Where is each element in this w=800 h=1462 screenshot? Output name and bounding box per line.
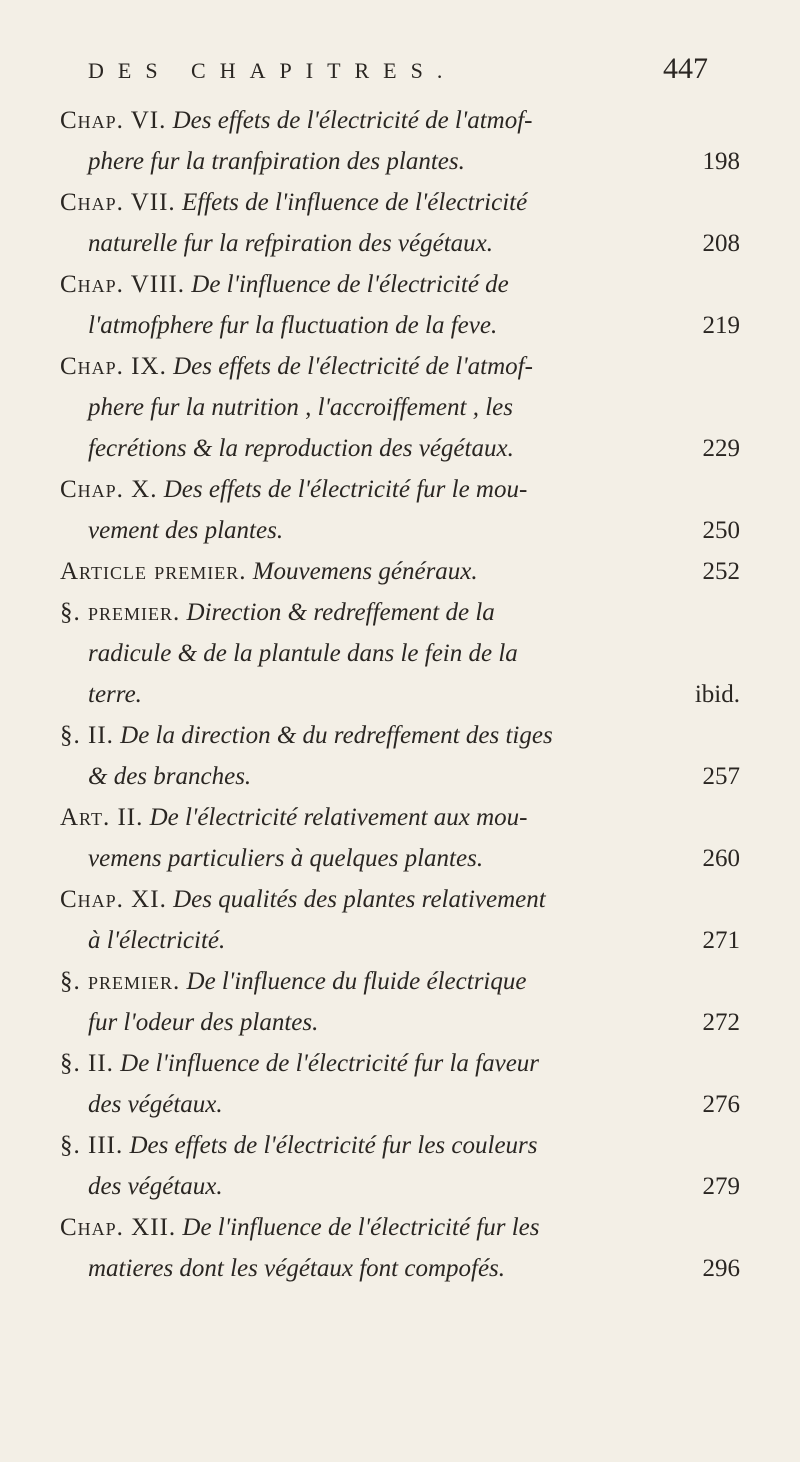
toc-line: [60, 1166, 740, 1207]
toc-entry-title: fecrétions & la reproduction des végétaux.: [88, 435, 514, 462]
toc-entry: [60, 961, 740, 1043]
toc-entry-title: des végétaux.: [88, 1173, 223, 1200]
toc-entry-label: Chap. IX.: [60, 353, 167, 380]
toc-entry-page: 198: [702, 148, 740, 175]
toc-entry-title: De l'électricité relativement aux mou-: [149, 804, 528, 831]
toc-line: [60, 797, 740, 838]
toc-entry-page: 260: [702, 845, 740, 872]
toc-line: [60, 838, 740, 879]
toc-line: [60, 428, 740, 469]
toc-line: [60, 674, 740, 715]
toc-entry-label: Article premier.: [60, 558, 247, 585]
toc-entry: [60, 592, 740, 715]
toc-entry-title: Des effets de l'électricité fur les couleurs: [129, 1132, 538, 1159]
toc-entry-title: Des effets de l'électricité de l'atmof-: [172, 107, 533, 134]
toc-entry-title: phere fur la nutrition , l'accroiffement , les: [88, 394, 513, 421]
toc-line: [60, 715, 740, 756]
toc-line: [60, 223, 740, 264]
toc-entry-title: & des branches.: [88, 763, 252, 790]
toc-entry-page: 208: [702, 230, 740, 257]
toc-entry-page: 257: [702, 763, 740, 790]
toc-entry-page: 229: [702, 435, 740, 462]
toc-entry-title: De la direction & du redreffement des tiges: [120, 722, 553, 749]
table-of-contents: [60, 100, 740, 1289]
page-number: 447: [663, 52, 708, 85]
toc-entry-label: Chap. X.: [60, 476, 158, 503]
toc-line: [60, 961, 740, 1002]
toc-entry: [60, 797, 740, 879]
toc-entry: [60, 1043, 740, 1125]
toc-entry-label: Chap. XI.: [60, 886, 167, 913]
toc-entry-title: l'atmofphere fur la fluctuation de la feve.: [88, 312, 498, 339]
toc-entry-title: Effets de l'influence de l'électricité: [181, 189, 528, 216]
toc-entry-label: §. II.: [60, 722, 114, 749]
toc-line: [60, 1084, 740, 1125]
toc-entry-title: Des effets de l'électricité fur le mou-: [163, 476, 528, 503]
toc-entry: [60, 100, 740, 182]
toc-entry-title: des végétaux.: [88, 1091, 223, 1118]
toc-entry-page: 279: [702, 1173, 740, 1200]
toc-line: [60, 1207, 740, 1248]
toc-line: [60, 756, 740, 797]
toc-entry-label: Chap. XII.: [60, 1214, 177, 1241]
toc-entry-page: 272: [702, 1009, 740, 1036]
toc-entry-title: naturelle fur la refpiration des végétaux.: [88, 230, 494, 257]
toc-line: [60, 920, 740, 961]
toc-entry-label: Chap. VI.: [60, 107, 167, 134]
toc-entry-label: §. III.: [60, 1132, 124, 1159]
toc-entry-page: 276: [702, 1091, 740, 1118]
toc-entry-title: Mouvemens généraux.: [252, 558, 478, 585]
toc-line: [60, 141, 740, 182]
toc-entry-title: De l'influence de l'électricité de: [191, 271, 509, 298]
toc-line: [60, 592, 740, 633]
toc-entry-title: radicule & de la plantule dans le fein de la: [88, 640, 518, 667]
toc-entry-title: Direction & redreffement de la: [186, 599, 495, 626]
toc-entry-label: Art. II.: [60, 804, 144, 831]
toc-entry-title: De l'influence du fluide électrique: [186, 968, 527, 995]
toc-entry: [60, 182, 740, 264]
toc-entry: [60, 264, 740, 346]
toc-line: [60, 1002, 740, 1043]
toc-entry-title: à l'électricité.: [88, 927, 226, 954]
toc-entry-title: fur l'odeur des plantes.: [88, 1009, 319, 1036]
page-header: [88, 52, 708, 92]
toc-line: [60, 551, 740, 592]
toc-entry-title: vement des plantes.: [88, 517, 284, 544]
toc-line: [60, 100, 740, 141]
toc-entry-title: De l'influence de l'électricité fur les: [182, 1214, 540, 1241]
toc-entry-title: De l'influence de l'électricité fur la faveur: [120, 1050, 540, 1077]
toc-entry: [60, 879, 740, 961]
toc-entry-title: Des effets de l'électricité de l'atmof-: [173, 353, 533, 380]
toc-line: [60, 264, 740, 305]
toc-entry-title: vemens particuliers à quelques plantes.: [88, 845, 484, 872]
toc-line: [60, 879, 740, 920]
toc-line: [60, 387, 740, 428]
toc-entry-title: phere fur la tranfpiration des plantes.: [88, 148, 465, 175]
toc-line: [60, 182, 740, 223]
toc-entry: [60, 469, 740, 551]
toc-entry-label: Chap. VIII.: [60, 271, 186, 298]
toc-entry: [60, 715, 740, 797]
toc-line: [60, 305, 740, 346]
toc-entry-label: §. premier.: [60, 968, 181, 995]
toc-line: [60, 346, 740, 387]
toc-entry-page: 219: [702, 312, 740, 339]
running-title: DES CHAPITRES.: [88, 58, 457, 83]
toc-entry-page: ibid.: [694, 681, 740, 708]
toc-entry-label: §. II.: [60, 1050, 114, 1077]
toc-entry: [60, 1125, 740, 1207]
toc-entry-label: Chap. VII.: [60, 189, 176, 216]
toc-entry-page: 252: [702, 558, 740, 585]
toc-line: [60, 633, 740, 674]
toc-entry-title: terre.: [88, 681, 142, 708]
toc-entry: [60, 551, 740, 592]
toc-entry-page: 296: [702, 1255, 740, 1282]
toc-entry: [60, 346, 740, 469]
toc-entry: [60, 1207, 740, 1289]
toc-entry-title: matieres dont les végétaux font compofés.: [88, 1255, 506, 1282]
toc-entry-title: Des qualités des plantes relativement: [173, 886, 546, 913]
toc-line: [60, 1248, 740, 1289]
toc-entry-page: 271: [702, 927, 740, 954]
toc-entry-label: §. premier.: [60, 599, 181, 626]
toc-entry-page: 250: [702, 517, 740, 544]
toc-line: [60, 469, 740, 510]
toc-line: [60, 1043, 740, 1084]
toc-line: [60, 1125, 740, 1166]
toc-line: [60, 510, 740, 551]
